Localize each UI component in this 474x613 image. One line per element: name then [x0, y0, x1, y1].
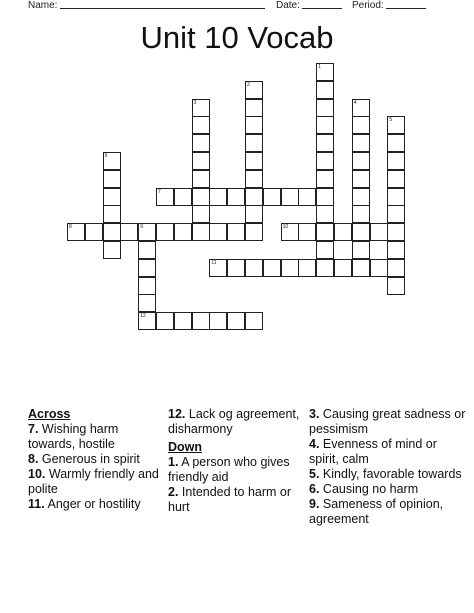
grid-cell[interactable] — [192, 188, 210, 206]
grid-cell[interactable] — [192, 116, 210, 134]
grid-cell[interactable] — [352, 223, 370, 241]
clue-column-2 — [168, 407, 303, 515]
grid-cell[interactable] — [245, 188, 263, 206]
grid-cell[interactable] — [316, 223, 334, 241]
clue-down-2: 2. Intended to harm or hurt — [168, 485, 292, 514]
cell-number: 5 — [389, 117, 393, 124]
grid-cell[interactable] — [334, 259, 352, 277]
grid-cell[interactable] — [387, 241, 405, 259]
cell-number: 7 — [158, 188, 161, 195]
period-label: Period: — [352, 0, 384, 11]
grid-cell[interactable] — [298, 223, 316, 241]
grid-cell[interactable] — [334, 223, 352, 241]
grid-cell[interactable] — [387, 205, 405, 223]
clue-across-7: 7. Wishing harm towards, hostile — [28, 422, 119, 451]
across-heading: Across — [28, 407, 71, 421]
grid-cell[interactable] — [281, 259, 299, 277]
grid-cell[interactable] — [103, 241, 121, 259]
grid-cell[interactable] — [138, 312, 156, 330]
grid-cell[interactable] — [245, 134, 263, 152]
grid-cell[interactable] — [227, 312, 245, 330]
grid-cell[interactable] — [387, 134, 405, 152]
grid-cell[interactable] — [316, 116, 334, 134]
date-label: Date: — [276, 0, 300, 11]
grid-cell[interactable] — [316, 241, 334, 259]
cell-number: 12 — [140, 313, 146, 320]
grid-cell[interactable] — [352, 205, 370, 223]
clue-across-8: 8. Generous in spirit — [28, 452, 140, 466]
grid-cell[interactable] — [245, 81, 263, 99]
grid-cell[interactable] — [192, 223, 210, 241]
grid-cell[interactable] — [352, 152, 370, 170]
grid-cell[interactable] — [370, 259, 388, 277]
grid-cell[interactable] — [156, 223, 174, 241]
grid-cell[interactable] — [298, 188, 316, 206]
clue-down-5: 5. Kindly, favorable towards — [309, 467, 462, 481]
grid-cell[interactable] — [192, 134, 210, 152]
grid-cell[interactable] — [352, 116, 370, 134]
grid-cell[interactable] — [209, 312, 227, 330]
grid-cell[interactable] — [352, 259, 370, 277]
grid-cell[interactable] — [245, 99, 263, 117]
grid-cell[interactable] — [352, 134, 370, 152]
grid-cell[interactable] — [209, 259, 227, 277]
grid-cell[interactable] — [387, 116, 405, 134]
grid-cell[interactable] — [192, 152, 210, 170]
grid-cell[interactable] — [85, 223, 103, 241]
grid-cell[interactable] — [352, 99, 370, 117]
grid-cell[interactable] — [192, 170, 210, 188]
cell-number: 10 — [282, 224, 289, 231]
grid-cell[interactable] — [387, 152, 405, 170]
grid-cell[interactable] — [209, 223, 227, 241]
grid-cell[interactable] — [316, 259, 334, 277]
grid-cell[interactable] — [245, 116, 263, 134]
grid-cell[interactable] — [174, 188, 192, 206]
grid-cell[interactable] — [352, 241, 370, 259]
grid-cell[interactable] — [245, 259, 263, 277]
cell-number: 9 — [140, 224, 143, 231]
page-title: Unit 10 Vocab — [140, 20, 334, 55]
grid-cell[interactable] — [263, 259, 281, 277]
grid-cell[interactable] — [387, 170, 405, 188]
grid-cell[interactable] — [103, 188, 121, 206]
grid-cell[interactable] — [156, 188, 174, 206]
clue-down-4: 4. Evenness of mind or spirit, calm — [309, 437, 437, 466]
grid-cell[interactable] — [103, 205, 121, 223]
grid-cell[interactable] — [245, 152, 263, 170]
grid-cell[interactable] — [316, 188, 334, 206]
grid-cell[interactable] — [156, 312, 174, 330]
grid-cell[interactable] — [387, 223, 405, 241]
grid-cell[interactable] — [138, 223, 156, 241]
grid-cell[interactable] — [245, 170, 263, 188]
grid-cell[interactable] — [316, 99, 334, 117]
cell-number: 2 — [247, 81, 250, 88]
grid-cell[interactable] — [316, 205, 334, 223]
clue-down-3: 3. Causing great sadness or pessimism — [309, 407, 466, 436]
cell-number: 1 — [318, 64, 321, 70]
grid-cell[interactable] — [138, 259, 156, 277]
grid-cell[interactable] — [370, 223, 388, 241]
grid-cell[interactable] — [316, 170, 334, 188]
clue-down-6: 6. Causing no harm — [309, 482, 419, 496]
grid-cell[interactable] — [352, 170, 370, 188]
grid-cell[interactable] — [103, 152, 121, 170]
grid-cell[interactable] — [174, 223, 192, 241]
grid-cell[interactable] — [103, 170, 121, 188]
grid-cell[interactable] — [103, 223, 121, 241]
name-label: Name: — [28, 0, 58, 11]
clue-across-10: 10. Warmly friendly and polite — [28, 467, 159, 496]
grid-cell[interactable] — [316, 63, 334, 81]
grid-cell[interactable] — [120, 223, 138, 241]
clue-across-11: 11. Anger or hostility — [28, 497, 141, 511]
cell-number: 8 — [69, 224, 72, 231]
clue-column-1 — [28, 407, 163, 512]
grid-cell[interactable] — [138, 277, 156, 295]
grid-cell[interactable] — [192, 205, 210, 223]
grid-cell[interactable] — [209, 188, 227, 206]
grid-cell[interactable] — [245, 312, 263, 330]
grid-cell[interactable] — [227, 223, 245, 241]
clue-across-12: 12. Lack og agreement, disharmony — [168, 407, 300, 436]
grid-cell[interactable] — [138, 241, 156, 259]
clue-down-1: 1. A person who gives friendly aid — [168, 455, 290, 484]
grid-cell[interactable] — [316, 152, 334, 170]
grid-cell[interactable] — [387, 277, 405, 295]
clue-column-3 — [309, 407, 469, 527]
cell-number: 4 — [353, 99, 357, 106]
grid-cell[interactable] — [298, 259, 316, 277]
grid-cell[interactable] — [67, 223, 85, 241]
grid-cell[interactable] — [192, 312, 210, 330]
grid-cell[interactable] — [138, 294, 156, 312]
grid-cell[interactable] — [316, 81, 334, 99]
grid-cell[interactable] — [387, 259, 405, 277]
grid-cell[interactable] — [352, 188, 370, 206]
grid-cell[interactable] — [174, 312, 192, 330]
grid-cell[interactable] — [245, 223, 263, 241]
grid-cell[interactable] — [192, 99, 210, 117]
grid-cell[interactable] — [316, 134, 334, 152]
grid-cell[interactable] — [281, 188, 299, 206]
grid-cell[interactable] — [281, 223, 299, 241]
clue-down-9: 9. Sameness of opinion, agreement — [309, 497, 444, 526]
cell-number: 6 — [104, 153, 108, 159]
cell-number: 11 — [211, 259, 217, 266]
grid-cell[interactable] — [263, 188, 281, 206]
cell-number: 3 — [193, 99, 197, 106]
grid-cell[interactable] — [227, 259, 245, 277]
grid-cell[interactable] — [387, 188, 405, 206]
grid-cell[interactable] — [245, 205, 263, 223]
down-heading: Down — [168, 440, 203, 454]
grid-cell[interactable] — [227, 188, 245, 206]
